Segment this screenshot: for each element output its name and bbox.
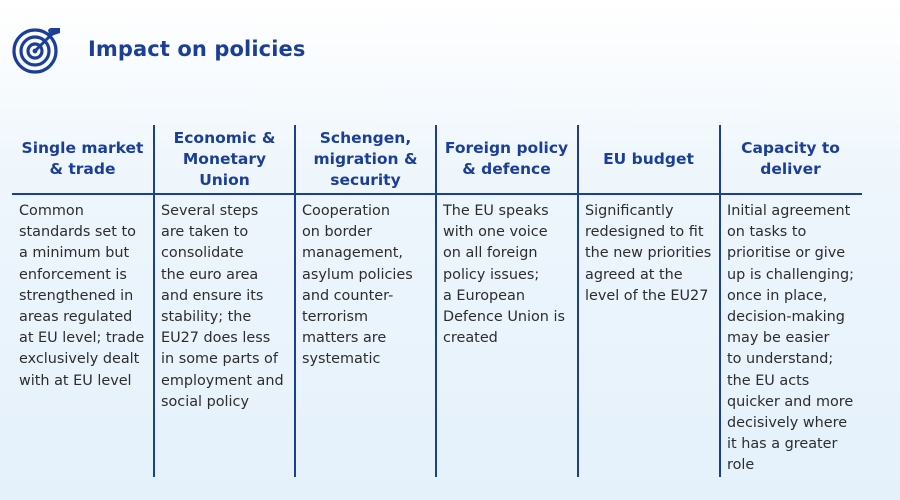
body-line: Common: [19, 203, 84, 219]
body-line: are taken to: [161, 224, 249, 241]
body-line: policy issues;: [443, 266, 540, 283]
body-line: and ensure its: [161, 287, 264, 304]
body-line: on border: [302, 224, 373, 241]
body-line: and counter-: [302, 287, 394, 304]
body-line: employment and: [161, 372, 284, 389]
column-divider: [719, 125, 721, 477]
body-line: consolidate: [161, 245, 244, 262]
body-line: the EU acts: [727, 372, 810, 389]
body-line: enforcement is: [19, 266, 127, 283]
body-line: matters are: [302, 330, 387, 347]
column-header: [12, 125, 153, 193]
body-line: management,: [302, 245, 403, 262]
body-line: terrorism: [302, 309, 368, 326]
column-economic-monetary-union: [154, 125, 295, 477]
column-body: [436, 201, 576, 349]
column-header-line: migration &: [313, 149, 418, 168]
body-line: up is challenging;: [727, 266, 854, 283]
column-schengen-migration-security: [295, 125, 436, 477]
column-divider: [294, 125, 296, 477]
body-line: Defence Union is: [443, 309, 565, 326]
body-line: role: [727, 457, 755, 474]
body-line: EU27 does less: [161, 330, 271, 347]
column-header-line: Economic &: [173, 128, 276, 147]
column-body: [12, 201, 152, 392]
column-header-line: security: [330, 170, 401, 189]
body-line: with one voice: [443, 224, 548, 241]
body-line: on tasks to: [727, 224, 807, 241]
column-header: [154, 125, 295, 193]
body-line: prioritise or give: [727, 245, 846, 262]
page-header: [10, 22, 305, 76]
column-header-line: Monetary Union: [182, 149, 267, 189]
column-body: [154, 201, 294, 413]
header-divider: [12, 193, 862, 195]
column-divider: [153, 125, 155, 477]
body-line: level of the EU27: [585, 287, 709, 304]
column-body: [720, 201, 860, 477]
body-line: Significantly: [585, 203, 674, 219]
page-title: Impact on policies: [88, 37, 306, 61]
body-line: Cooperation: [302, 203, 390, 219]
body-line: once in place,: [727, 287, 828, 304]
body-line: Initial agreement: [727, 203, 851, 219]
column-header-line: Schengen,: [319, 128, 412, 147]
body-line: exclusively dealt: [19, 351, 140, 368]
column-single-market: [12, 125, 153, 477]
column-header-line: & defence: [462, 160, 551, 178]
column-header: [295, 125, 436, 193]
column-divider: [435, 125, 437, 477]
body-line: in some parts of: [161, 351, 278, 368]
body-line: to understand;: [727, 351, 834, 368]
body-line: the new priorities: [585, 245, 712, 262]
body-line: standards set to: [19, 224, 136, 241]
column-foreign-policy-defence: [436, 125, 577, 477]
body-line: areas regulated: [19, 309, 133, 326]
column-header: [436, 125, 577, 193]
body-line: The EU speaks: [443, 203, 549, 219]
body-line: social policy: [161, 393, 249, 410]
column-header: [578, 125, 719, 193]
column-header-line: & trade: [49, 160, 116, 178]
body-line: on all foreign: [443, 245, 538, 262]
body-line: the euro area: [161, 266, 259, 283]
body-line: a minimum but: [19, 245, 130, 262]
column-body: [295, 201, 435, 371]
column-header-line: Single market: [21, 139, 144, 157]
body-line: Several steps: [161, 203, 259, 219]
column-divider: [577, 125, 579, 477]
body-line: at EU level; trade: [19, 330, 145, 347]
column-header: [720, 125, 861, 193]
column-header-line: EU budget: [603, 149, 694, 168]
body-line: with at EU level: [19, 372, 132, 389]
column-header-line: Capacity to: [741, 139, 840, 157]
body-line: decisively where: [727, 415, 848, 432]
body-line: it has a greater: [727, 436, 838, 453]
body-line: stability; the: [161, 309, 252, 326]
column-capacity-to-deliver: [720, 125, 861, 477]
body-line: strengthened in: [19, 287, 134, 304]
body-line: systematic: [302, 351, 381, 368]
column-eu-budget: [578, 125, 719, 477]
body-line: redesigned to fit: [585, 224, 704, 241]
body-line: quicker and more: [727, 393, 854, 410]
column-header-line: Foreign policy: [444, 139, 569, 157]
body-line: decision-making: [727, 309, 845, 326]
column-header-line: deliver: [760, 160, 821, 178]
column-body: [578, 201, 718, 307]
target-icon: [10, 22, 64, 76]
body-line: created: [443, 330, 498, 347]
body-line: may be easier: [727, 330, 830, 347]
body-line: agreed at the: [585, 266, 683, 283]
body-line: a European: [443, 287, 525, 304]
body-line: asylum policies: [302, 266, 413, 283]
policies-table: [12, 125, 862, 477]
